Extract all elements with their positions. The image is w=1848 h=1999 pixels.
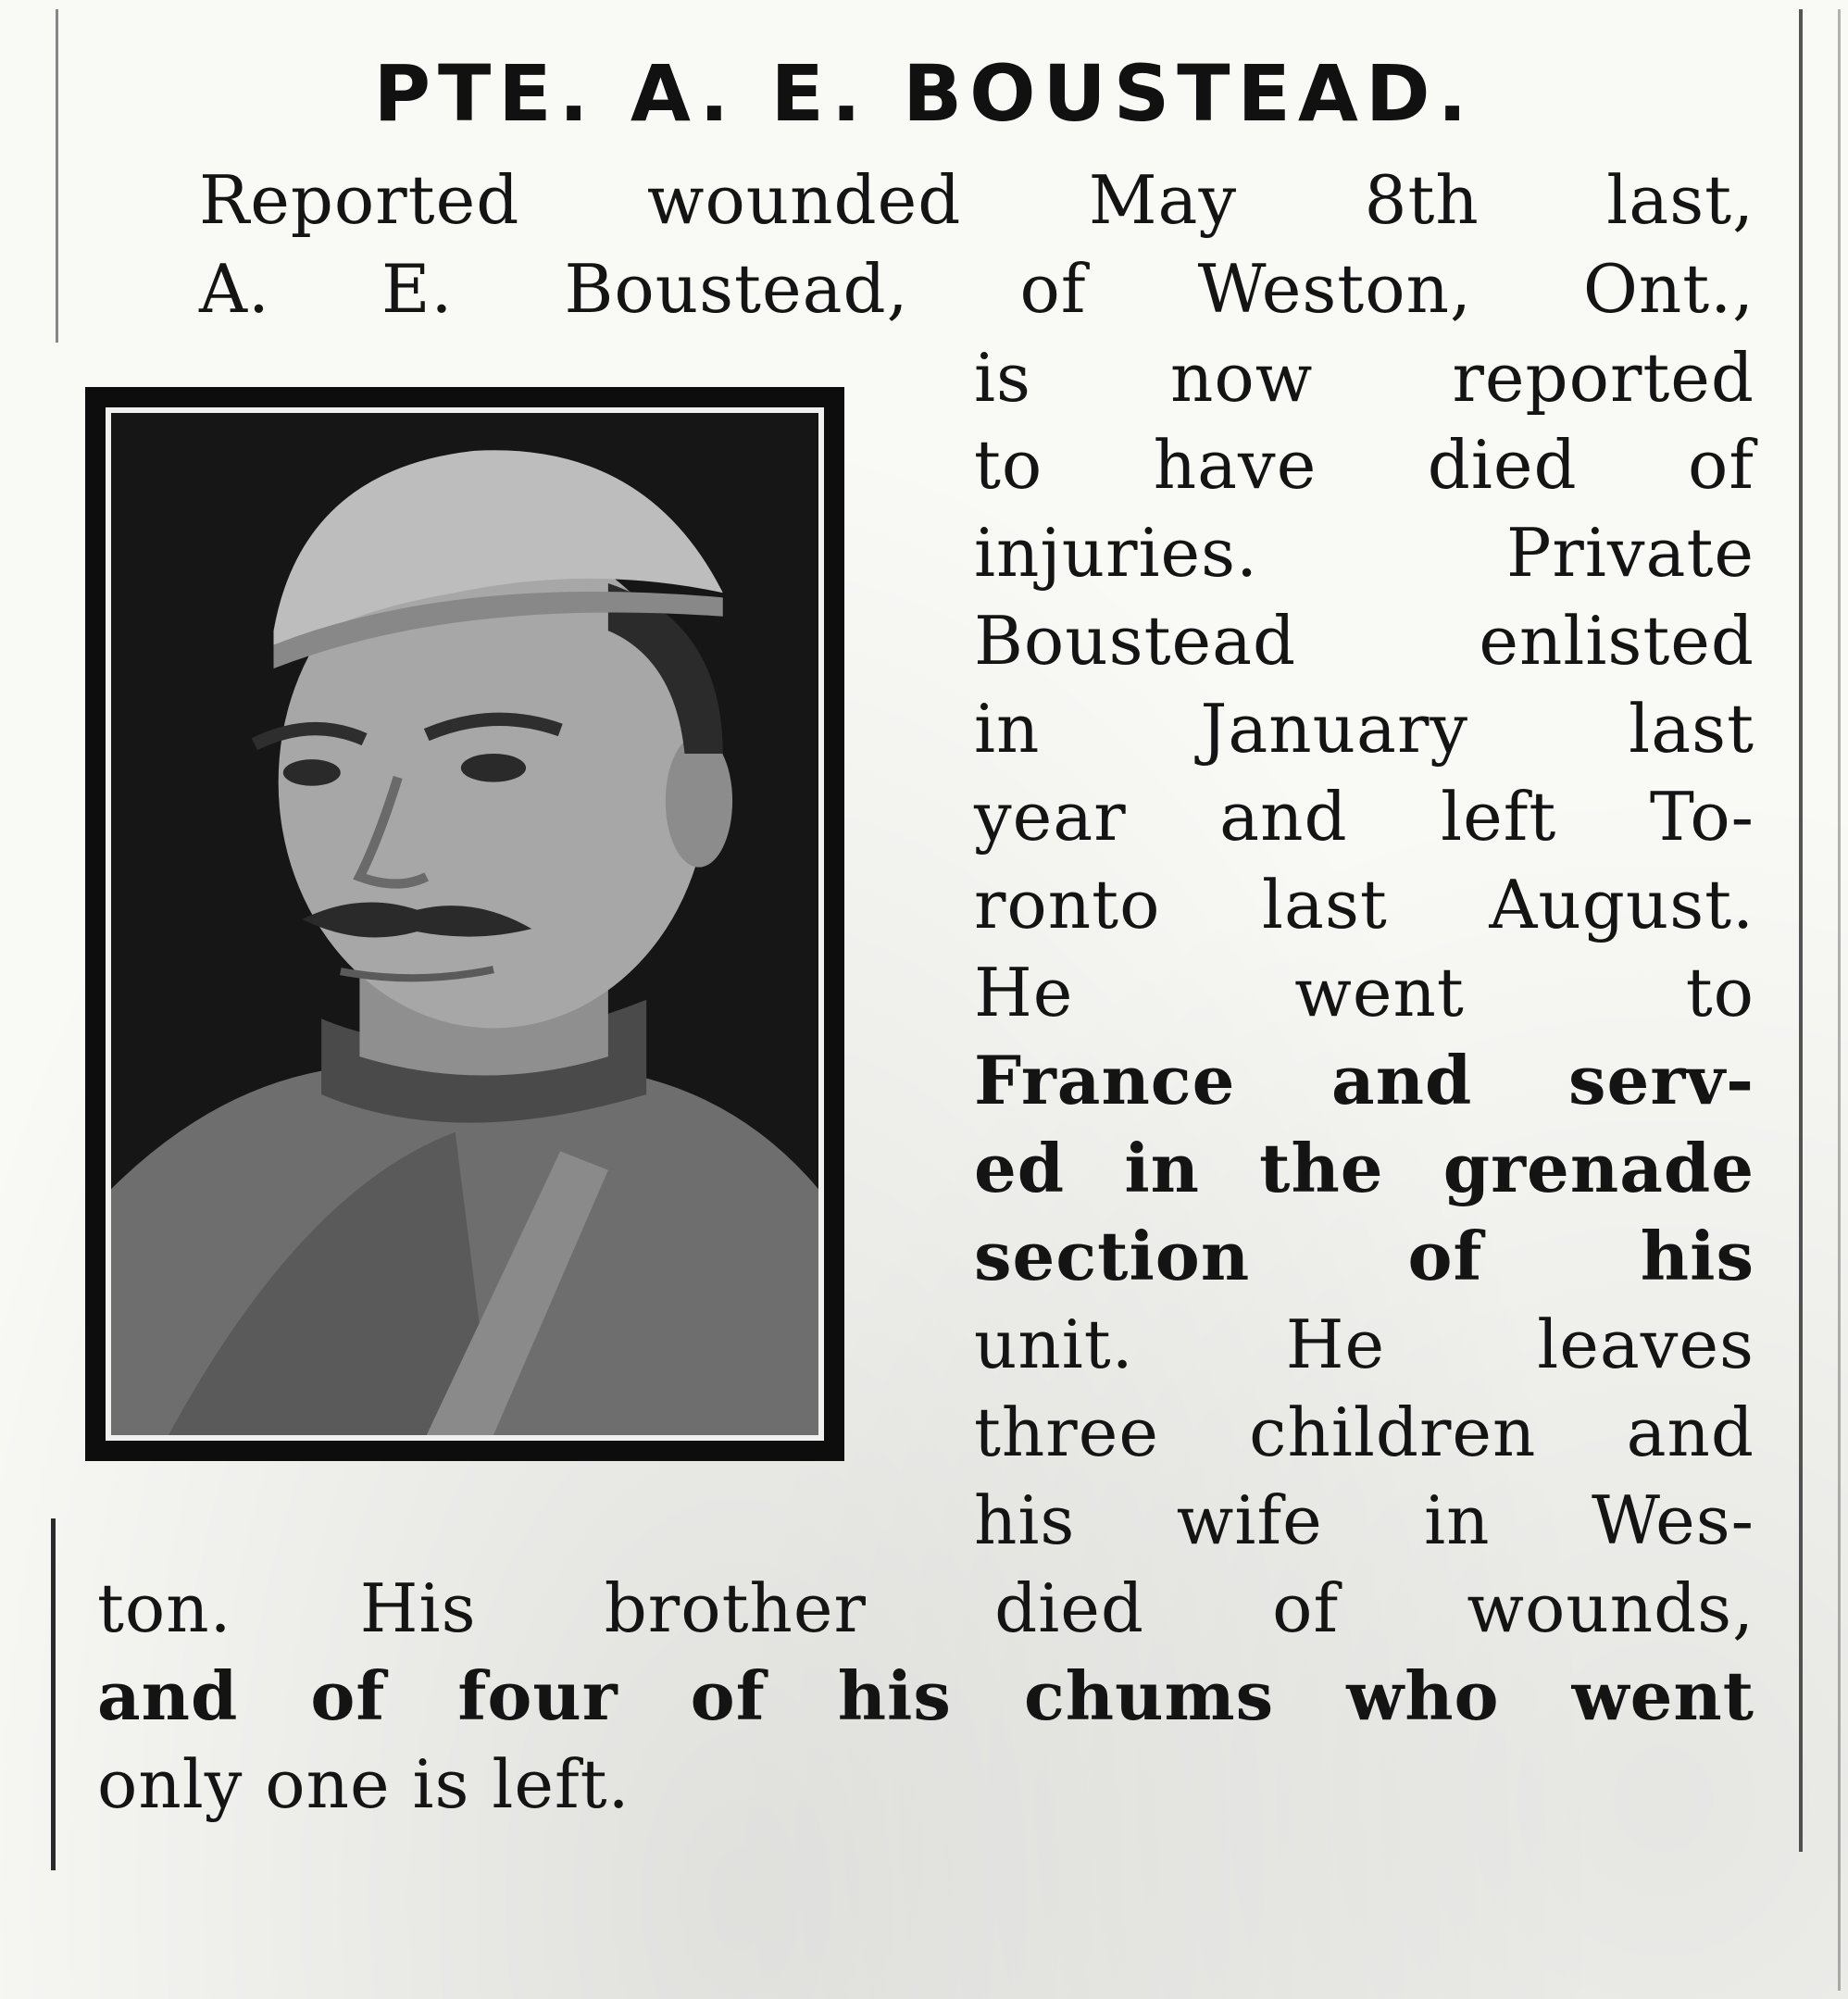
body-line-15: three children and bbox=[974, 1393, 1754, 1471]
portrait-photo bbox=[85, 387, 844, 1461]
body-line-7: in January last bbox=[974, 690, 1754, 768]
body-line-14: unit. He leaves bbox=[974, 1306, 1754, 1383]
column-rule-far-right bbox=[1838, 9, 1841, 1991]
body-line-18: and of four of his chums who went bbox=[97, 1656, 1754, 1735]
column-rule-right bbox=[1799, 9, 1803, 1852]
body-line-13: section of his bbox=[974, 1217, 1754, 1295]
body-line-12: ed in the grenade bbox=[974, 1129, 1754, 1207]
headline: PTE. A. E. BOUSTEAD. bbox=[373, 48, 1475, 139]
body-line-16: his wife in Wes- bbox=[974, 1481, 1754, 1559]
body-line-19: only one is left. bbox=[97, 1745, 631, 1823]
body-line-11: France and serv- bbox=[974, 1041, 1754, 1119]
body-line-8: year and left To- bbox=[974, 778, 1754, 856]
body-line-5: injuries. Private bbox=[974, 514, 1754, 592]
body-line-2: A. E. Boustead, of Weston, Ont., bbox=[199, 250, 1754, 328]
body-line-3: is now reported bbox=[974, 339, 1754, 417]
body-line-1: Reported wounded May 8th last, bbox=[199, 161, 1754, 239]
body-line-9: ronto last August. bbox=[974, 866, 1754, 943]
column-rule-left-bottom bbox=[51, 1518, 56, 1870]
body-line-4: to have died of bbox=[974, 426, 1754, 504]
body-line-17: ton. His brother died of wounds, bbox=[97, 1569, 1754, 1647]
body-line-10: He went to bbox=[974, 954, 1754, 1031]
soldier-portrait-icon bbox=[111, 413, 818, 1435]
portrait-image bbox=[106, 407, 824, 1441]
body-line-6: Boustead enlisted bbox=[974, 602, 1754, 680]
